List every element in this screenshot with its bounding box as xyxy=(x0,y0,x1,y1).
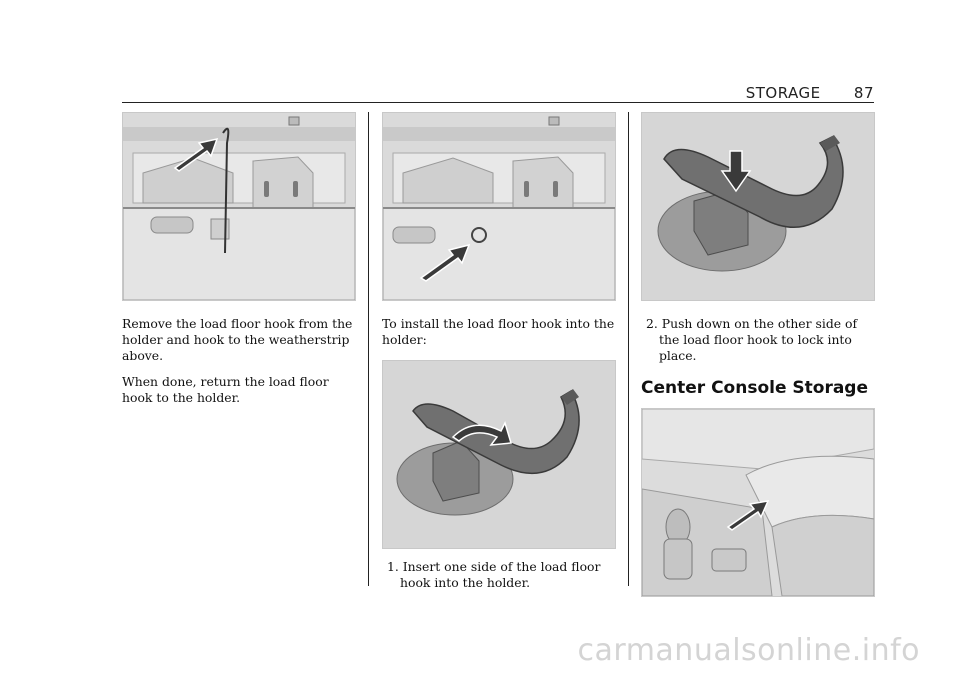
page-header xyxy=(746,84,874,102)
page-number: 87 xyxy=(853,84,874,102)
center-console-illustration xyxy=(641,408,875,597)
hook-lock-illustration xyxy=(641,112,875,301)
header-rule xyxy=(122,102,874,103)
column-2 xyxy=(382,112,616,601)
paragraph-remove-hook: Remove the load floor hook from the holder and hook to the weatherstrip above. xyxy=(122,316,353,363)
step-1: 1. Insert one side of the load floor hook into the holder. xyxy=(387,559,601,590)
watermark: carmanualsonline.info xyxy=(577,633,920,668)
section-title: STORAGE xyxy=(745,84,821,102)
cargo-area-hook-illustration xyxy=(122,112,356,301)
paragraph-return-hook: When done, return the load floor hook to the holder. xyxy=(122,374,329,405)
column-3 xyxy=(641,112,875,597)
column-divider-2 xyxy=(628,112,629,586)
hook-insert-illustration xyxy=(382,360,616,549)
section-heading: Center Console Storage xyxy=(641,378,869,398)
step-2: 2. Push down on the other side of the load floor hook to lock into place. xyxy=(646,316,858,363)
column-divider-1 xyxy=(368,112,369,586)
column-1 xyxy=(122,112,356,416)
paragraph-install-intro: To install the load floor hook into the holder: xyxy=(382,316,615,347)
holder-location-illustration xyxy=(382,112,616,301)
